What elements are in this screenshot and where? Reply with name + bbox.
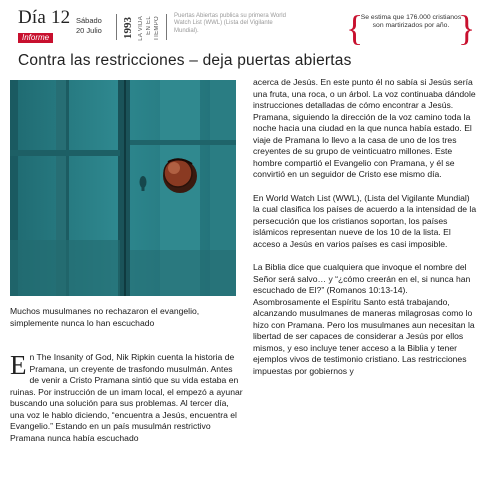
vertical-label-1: LA VIDA xyxy=(138,16,144,41)
martyr-statistic: Se estima que 176.000 cristianos son martirizados por año. xyxy=(360,14,462,29)
paragraph-3: La Biblia dice que cualquiera que invoque el nombre del Señor será salvo… y “¿cómo creerán en el, si nunca han escuchado de El?” (Romanos 10:13-14). Asombrosamente el Espíritu Santo está trabajando, alcanzando musulmanes de maneras milagrosas como lo hizo con Pramana. Pero los musulmanes aun necesitan la libertad de ser capaces de considerar a Jesús por ellos mismos, y eso incluye tener acceso a la Biblia y tener ejemplos vivos de testimonio cristiano. Las restricciones impuestas por gobiernos y xyxy=(253,262,475,376)
wwl-note: Puertas Abiertas publica su primera World Watch List (WWL) (Lista del Vigilante Mundial). xyxy=(174,13,286,34)
year: 1993 xyxy=(122,17,134,39)
date-block xyxy=(76,16,102,36)
weekday: Sábado xyxy=(76,16,102,25)
day-title: Día 12 xyxy=(18,7,71,28)
headline: Contra las restricciones – deja puertas abiertas xyxy=(18,52,352,69)
day-subtitle-badge: Informe xyxy=(18,33,53,43)
door-illustration-icon xyxy=(10,80,236,296)
divider xyxy=(166,14,167,40)
story-right-column xyxy=(253,77,477,377)
door-photo xyxy=(10,80,236,296)
vertical-label-3: TIEMPO xyxy=(154,16,160,41)
drop-cap: E xyxy=(10,350,27,380)
photo-caption: Muchos musulmanes no rechazaron el evangelio, simplemente nunca lo han escuchado xyxy=(10,306,200,328)
day-block xyxy=(18,8,78,45)
right-brace-icon: } xyxy=(458,8,476,48)
date: 20 Julio xyxy=(76,26,102,35)
divider xyxy=(116,14,117,40)
paragraph-2: En World Watch List (WWL), (Lista del Vigilante Mundial) la cual clasifica los países de acuerdo a la intensidad de la persecución que los cristianos soportan, los países islámicos representan nueve de los 10 de la lista. El acceso a Jesús en varios países es casi imposible. xyxy=(253,192,477,249)
vertical-label-2: EN EL xyxy=(146,16,152,35)
story-left-column xyxy=(10,352,244,444)
story-left-text: n The Insanity of God, Nik Ripkin cuenta la historia de Pramana, un creyente de trasfondo musulmán. Antes de venir a Cristo Pramana sintió que su vida estaba en ruinas. Por instrucción de un imam local, el empezó a ayunar buscando una solución para sus problemas. Al tercer día, una voz le hablo diciendo, “encuentra a Jesús, encuentra el Evangelio.” Estando en un país musulmán restrictivo Pramana nunca había escuchado xyxy=(10,352,243,443)
paragraph-1: acerca de Jesús. En este punto él no sabía si Jesús sería una fruta, una roca, o un árbol. La voz continuaba dándole instrucciones detalladas de cómo encontrar a Jesús. Pramana, siguiendo la dirección de la voz camino toda la noche hacia una ciudad en la que nunca había estado. El viaje de Pramana lo llevo a la casa de uno de los tres creyentes de su grupo de veinticuatro millones. Este hombre compartió el Evangelio con Pramana, y él se convirtió en un seguidor de Cristo ese mismo día. xyxy=(253,77,476,179)
page-header xyxy=(0,0,481,50)
left-brace-icon: { xyxy=(346,8,364,48)
